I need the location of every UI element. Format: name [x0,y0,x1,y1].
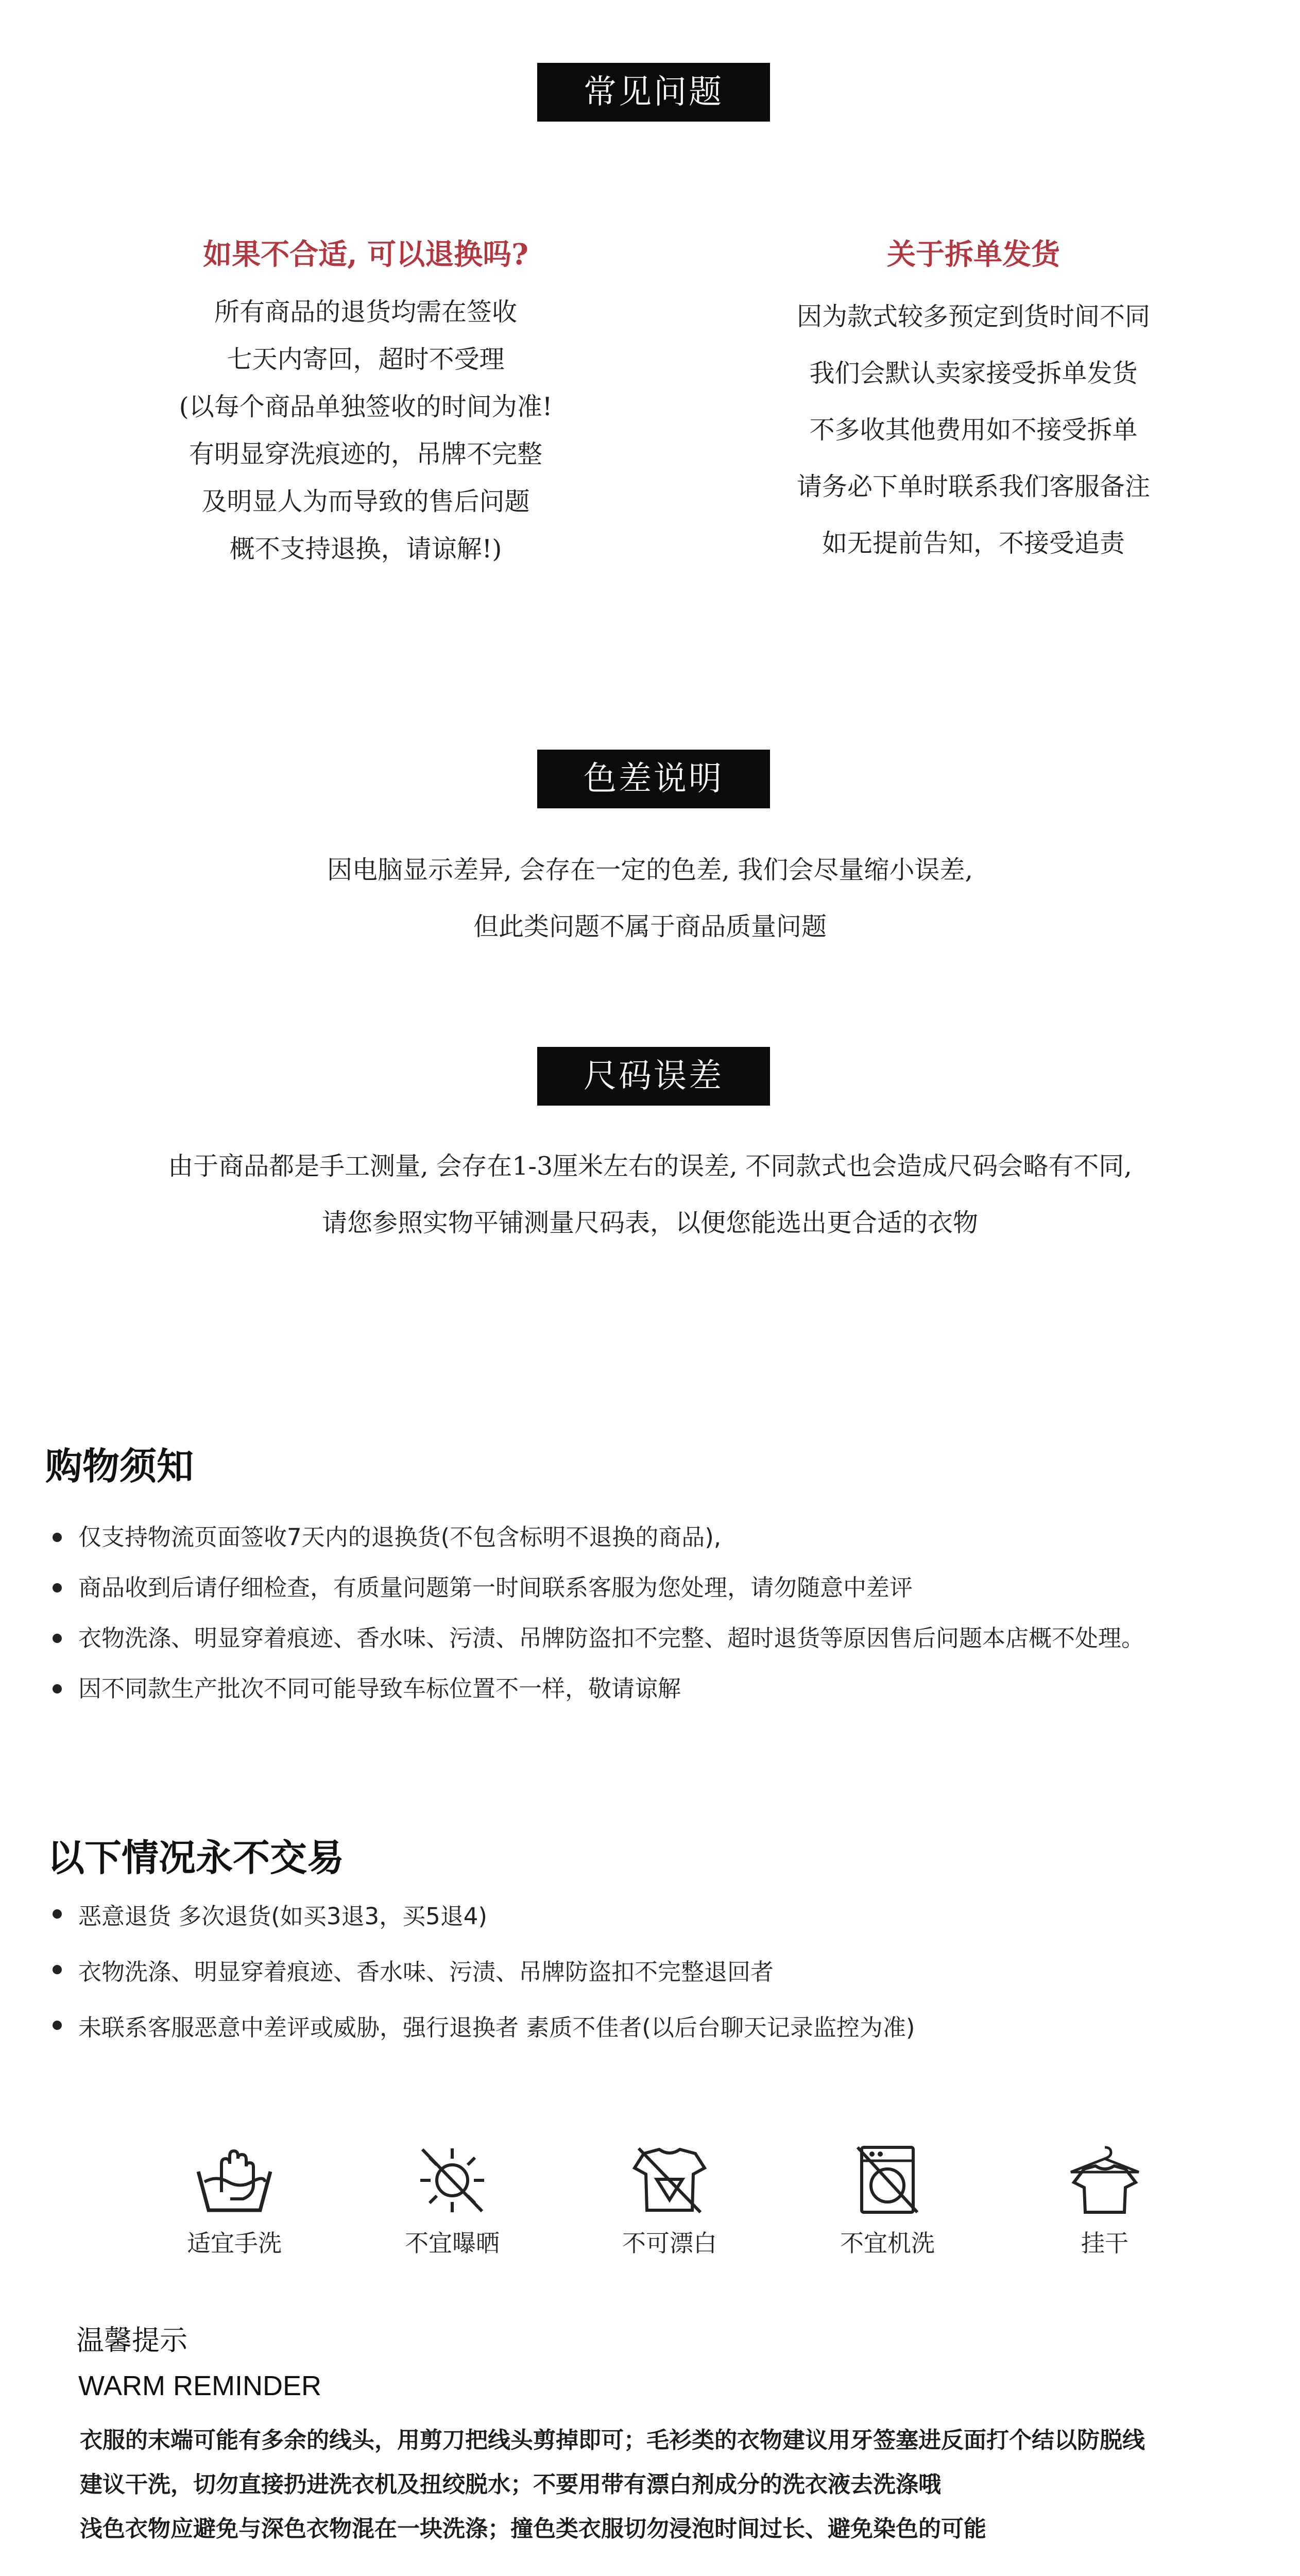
faq-left-line: 有明显穿洗痕迹的，吊牌不完整 [189,439,542,469]
list-item: 恶意退货 多次退货(如买3退3，买5退4) [47,1889,1294,1944]
color-line: 因电脑显示差异, 会存在一定的色差, 我们会尽量缩小误差, [327,855,973,885]
faq-left-line: 概不支持退换，请谅解!) [229,534,502,564]
faq-left-text [108,289,623,573]
faq-right-line: 我们会默认卖家接受拆单发货 [809,359,1138,388]
shopping-list [47,1512,1294,1714]
faq-left-heading: 如果不合适, 可以退换吗? [203,238,528,272]
reminder-text [80,2418,1285,2551]
faq-right-line: 请务必下单时联系我们客服备注 [796,472,1150,501]
care-label: 挂干 [1081,2229,1128,2257]
care-label: 不宜曝晒 [405,2229,500,2257]
color-title: 色差说明 [537,750,770,808]
faq-right-text [690,289,1257,572]
no-sun-icon [411,2143,493,2215]
care-label: 不可漂白 [622,2229,717,2257]
reminder-line: 建议干洗，切勿直接扔进洗衣机及扭绞脱水；不要用带有漂白剂成分的洗衣液去洗涤哦 [80,2471,941,2498]
no-machine-wash-icon [846,2143,929,2215]
reminder-title-cn: 温馨提示 [76,2324,187,2357]
reminder-line: 衣服的末端可能有多余的线头，用剪刀把线头剪掉即可；毛衫类的衣物建议用牙签塞进反面打个结以防脱线 [80,2427,1145,2453]
faq-left-line: 所有商品的退货均需在签收 [214,297,517,327]
care-label: 适宜手洗 [187,2229,282,2257]
list-item: 仅支持物流页面签收7天内的退换货(不包含标明不退换的商品), [47,1512,1294,1563]
list-item: 未联系客服恶意中差评或威胁，强行退换者 素质不佳者(以后台聊天记录监控为准) [47,2000,1294,2056]
faq-left-line: (以每个商品单独签收的时间为准! [179,392,553,421]
hang-dry-icon [1064,2143,1146,2215]
care-item-no-sun [401,2143,504,2259]
size-line: 请您参照实物平铺测量尺码表，以便您能选出更合适的衣物 [321,1208,978,1238]
faq-right-line: 因为款式较多预定到货时间不同 [796,302,1150,331]
faq-left-line: 及明显人为而导致的售后问题 [201,487,530,516]
list-item: 衣物洗涤、明显穿着痕迹、香水味、污渍、吊牌防盗扣不完整退回者 [47,1944,1294,2000]
care-item-no-bleach [618,2143,721,2259]
color-line: 但此类问题不属于商品质量问题 [473,912,827,941]
reminder-title-en: WARM REMINDER [78,2370,321,2401]
list-item: 衣物洗涤、明显穿着痕迹、香水味、污渍、吊牌防盗扣不完整、超时退货等原因售后问题本店概不处理。 [47,1613,1294,1664]
faq-left-line: 七天内寄回，超时不受理 [227,345,505,374]
list-item: 商品收到后请仔细检查，有质量问题第一时间联系客服为您处理，请勿随意中差评 [47,1563,1294,1613]
never-list [47,1889,1294,2056]
faq-right-line: 如无提前告知，不接受追责 [822,529,1125,558]
faq-right-line: 不多收其他费用如不接受拆单 [809,415,1138,445]
no-bleach-icon [628,2143,711,2215]
hand-wash-icon [193,2143,276,2215]
faq-right-heading: 关于拆单发货 [887,238,1060,272]
care-item-no-machine-wash [836,2143,939,2259]
never-title: 以下情况永不交易 [47,1836,345,1879]
shopping-title: 购物须知 [45,1445,194,1488]
care-item-hang-dry [1053,2143,1156,2259]
size-line: 由于商品都是手工测量, 会存在1-3厘米左右的误差, 不同款式也会造成尺码会略有不同, [168,1151,1132,1181]
care-item-hand-wash [183,2143,286,2259]
faq-title: 常见问题 [537,63,770,122]
size-title: 尺码误差 [537,1047,770,1106]
list-item: 因不同款生产批次不同可能导致车标位置不一样，敬请谅解 [47,1664,1294,1714]
care-label: 不宜机洗 [840,2229,935,2257]
reminder-line: 浅色衣物应避免与深色衣物混在一块洗涤；撞色类衣服切勿浸泡时间过长、避免染色的可能 [80,2516,986,2542]
